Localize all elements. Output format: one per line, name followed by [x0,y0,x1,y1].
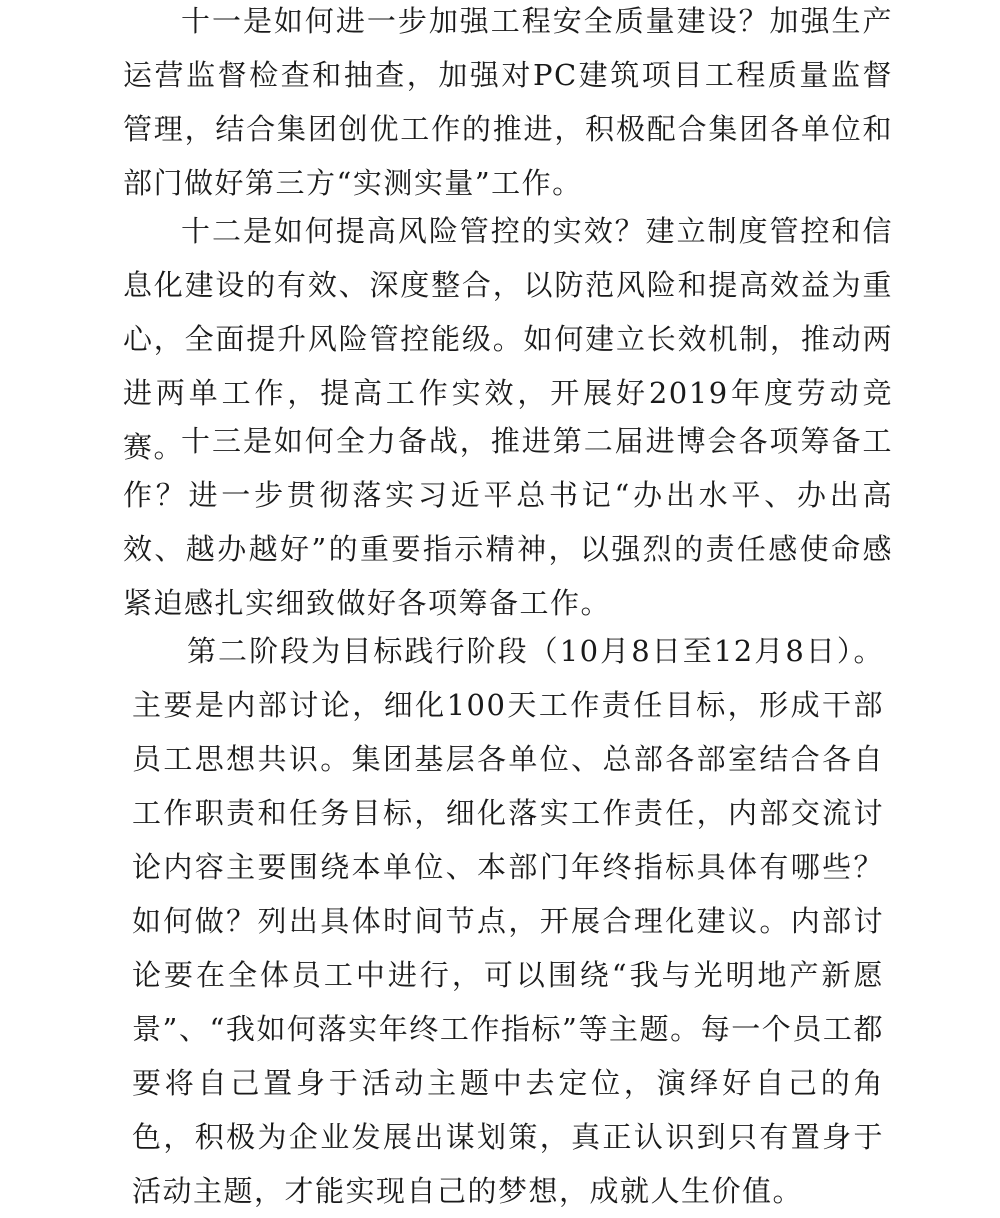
paragraph-item-13: 十三是如何全力备战，推进第二届进博会各项筹备工作？进一步贯彻落实习近平总书记“办出水平、办出高效、越办越好”的重要指示精神，以强烈的责任感使命感紧迫感扎实细致做好各项筹备工作。 [123,424,893,620]
paragraph-item-12: 十二是如何提高风险管控的实效？建立制度管控和信息化建设的有效、深度整合，以防范风险和提高效益为重心，全面提升风险管控能级。如何建立长效机制，推动两进两单工作，提高工作实效，开展好2019年度劳动竞赛。 [123,214,893,464]
paragraph-phase-two: 第二阶段为目标践行阶段（10月8日至12月8日）。主要是内部讨论，细化100天工作责任目标，形成干部员工思想共识。集团基层各单位、总部各部室结合各自工作职责和任务目标，细化落实工作责任，内部交流讨论内容主要围绕本单位、本部门年终指标具体有哪些？如何做？列出具体时间节点，开展合理化建议。内部讨论要在全体员工中进行，可以围绕“我与光明地产新愿景”、“我如何落实年终工作指标”等主题。每一个员工都要将自己置身于活动主题中去定位，演绎好自己的角色，积极为企业发展出谋划策，真正认识到只有置身于活动主题，才能实现自己的梦想，成就人生价值。 [132,634,884,1208]
paragraph-item-11: 十一是如何进一步加强工程安全质量建设？加强生产运营监督检查和抽查，加强对PC建筑项目工程质量监督管理，结合集团创优工作的推进，积极配合集团各单位和部门做好第三方“实测实量”工作。 [123,4,893,200]
